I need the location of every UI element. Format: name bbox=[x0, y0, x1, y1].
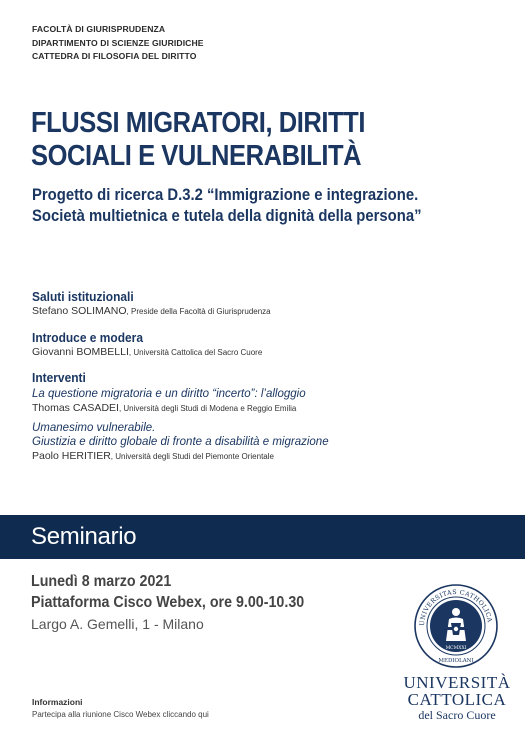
saluti-heading: Saluti istituzionali bbox=[32, 289, 134, 304]
program bbox=[32, 289, 502, 464]
speaker-name: Stefano SOLIMANO bbox=[32, 305, 127, 317]
seal-text-bottom: MEDIOLANI bbox=[438, 658, 474, 664]
talk-title: La questione migratoria e un diritto “incerto”: l’alloggio bbox=[32, 388, 306, 400]
interventi-heading: Interventi bbox=[32, 370, 86, 385]
speaker-name: Thomas CASADEI bbox=[32, 402, 119, 414]
speaker-name: Giovanni BOMBELLI bbox=[32, 346, 129, 358]
info-title: Informazioni bbox=[32, 697, 83, 707]
seal-text-top: UNIVERSITAS CATHOLICA bbox=[418, 588, 493, 627]
speaker-affiliation: , Università degli Studi di Modena e Reggio Emilia bbox=[118, 404, 297, 413]
seminar-label: Seminario bbox=[31, 523, 137, 550]
webex-link[interactable]: Partecipa alla riunione Cisco Webex cliccando qui bbox=[32, 710, 209, 719]
saluti-section bbox=[32, 289, 502, 319]
speaker-affiliation: , Preside della Facoltà di Giurisprudenza bbox=[126, 307, 271, 316]
introduce-heading: Introduce e modera bbox=[32, 330, 143, 345]
subtitle-line-1: Progetto di ricerca D.3.2 “Immigrazione e integrazione. bbox=[32, 186, 419, 204]
title-line-1: FLUSSI MIGRATORI, DIRITTI bbox=[31, 107, 365, 139]
chair-line: CATTEDRA DI FILOSOFIA DEL DIRITTO bbox=[32, 51, 197, 61]
faculty-line: FACOLTÀ DI GIURISPRUDENZA bbox=[32, 24, 166, 34]
subtitle-line-2: Società multietnica e tutela della dignità della persona” bbox=[32, 207, 422, 225]
page-title bbox=[31, 107, 365, 173]
project-subtitle bbox=[32, 185, 422, 227]
talk-title: Giustizia e diritto globale di fronte a disabilità e migrazione bbox=[32, 436, 329, 448]
speaker-affiliation: , Università Cattolica del Sacro Cuore bbox=[128, 348, 263, 357]
speaker-affiliation: , Università degli Studi del Piemonte Orientale bbox=[110, 452, 274, 461]
department-line: DIPARTIMENTO DI SCIENZE GIURIDICHE bbox=[32, 37, 204, 48]
faculty-header bbox=[32, 23, 204, 64]
logo-line-3: del Sacro Cuore bbox=[418, 708, 496, 722]
speaker-line bbox=[32, 401, 502, 416]
speaker-line bbox=[32, 449, 502, 464]
university-logo-text bbox=[398, 674, 516, 723]
event-platform: Piattaforma Cisco Webex, ore 9.00-10.30 bbox=[31, 594, 305, 611]
seal-year: MCMXXI bbox=[445, 646, 467, 651]
logo-line-1: UNIVERSITÀ bbox=[403, 673, 511, 692]
introduce-section bbox=[32, 330, 502, 360]
logo-line-2: CATTOLICA bbox=[407, 690, 507, 709]
event-date: Lunedì 8 marzo 2021 bbox=[31, 573, 172, 590]
interventi-section bbox=[32, 370, 502, 464]
speaker-line bbox=[32, 345, 502, 360]
speaker-name: Paolo HERITIER bbox=[32, 450, 111, 462]
university-seal-icon bbox=[413, 583, 499, 669]
event-place: Largo A. Gemelli, 1 - Milano bbox=[31, 616, 204, 632]
speaker-line bbox=[32, 304, 502, 319]
talk-title: Umanesimo vulnerabile. bbox=[32, 422, 156, 434]
title-line-2: SOCIALI E VULNERABILITÀ bbox=[31, 140, 362, 172]
